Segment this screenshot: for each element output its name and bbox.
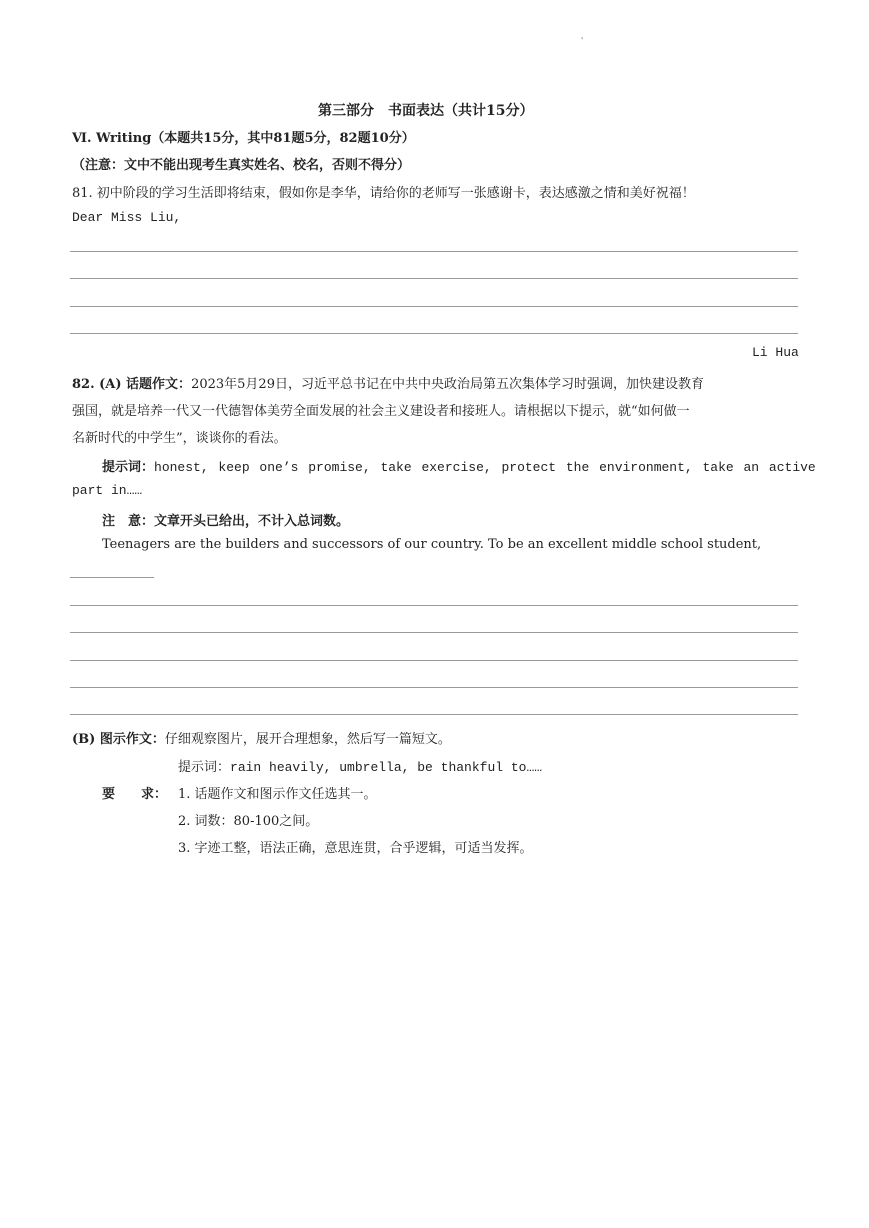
letter-signature: Li Hua	[752, 345, 799, 360]
part-heading: Ⅵ. Writing（本题共15分，其中81题5分，82题10分）	[72, 131, 415, 146]
writing-line	[70, 278, 798, 279]
writing-line	[70, 714, 798, 715]
hint-b-label: 提示词：	[178, 760, 231, 775]
note-label: 注 意：	[102, 514, 155, 529]
notice: （注意：文中不能出现考生真实姓名、校名，否则不得分）	[72, 158, 411, 173]
hint-label: 提示词：	[102, 460, 155, 475]
section-title: 第三部分 书面表达（共计15分）	[318, 103, 534, 119]
q81-prompt: 81. 初中阶段的学习生活即将结束，假如你是李华，请给你的老师写一张感谢卡，表达感激之情和美好祝福！	[72, 186, 695, 201]
note-text: 文章开头已给出，不计入总词数。	[154, 514, 350, 529]
letter-greeting: Dear Miss Liu,	[72, 210, 182, 225]
requirement-item: 1. 话题作文和图示作文任选其一。	[178, 787, 377, 802]
requirements-label: 要 求：	[102, 787, 168, 802]
opening-blank	[70, 577, 154, 578]
requirement-item: 3. 字迹工整，语法正确，意思连贯，合乎逻辑，可适当发挥。	[178, 841, 533, 856]
q82a-hint	[102, 456, 816, 475]
essay-opening: Teenagers are the builders and successors of our country. To be an excellent middle school student,	[102, 537, 762, 552]
writing-line	[70, 605, 798, 606]
writing-line	[70, 687, 798, 688]
hint-b-words: rain heavily, umbrella, be thankful to……	[230, 760, 543, 775]
q82b-line	[72, 728, 451, 747]
hint-words: honest, keep one’s promise, take exercise, protect the environment, take an active	[154, 460, 816, 475]
q82a-text-3: 名新时代的中学生”，谈谈你的看法。	[72, 431, 287, 446]
q82a-label: 82. (A) 话题作文：	[72, 377, 192, 392]
requirement-item: 2. 词数：80-100之间。	[178, 814, 319, 829]
writing-line	[70, 660, 798, 661]
q82a-line1	[72, 373, 704, 392]
q82a-text-1: 2023年5月29日，习近平总书记在中共中央政治局第五次集体学习时强调，加快建设教育	[191, 377, 704, 392]
writing-line	[70, 251, 798, 252]
q82b-text: 仔细观察图片，展开合理想象，然后写一篇短文。	[164, 732, 451, 747]
hint-words-continued: part in……	[72, 483, 143, 498]
writing-line	[70, 333, 798, 334]
writing-line	[70, 632, 798, 633]
q82b-hint	[178, 756, 542, 775]
page-mark: '	[581, 36, 584, 45]
q82a-text-2: 强国，就是培养一代又一代德智体美劳全面发展的社会主义建设者和接班人。请根据以下提示，就“如何做一	[72, 404, 690, 419]
writing-line	[70, 306, 798, 307]
q82b-label: (B) 图示作文：	[72, 732, 165, 747]
q82a-note	[102, 510, 349, 529]
